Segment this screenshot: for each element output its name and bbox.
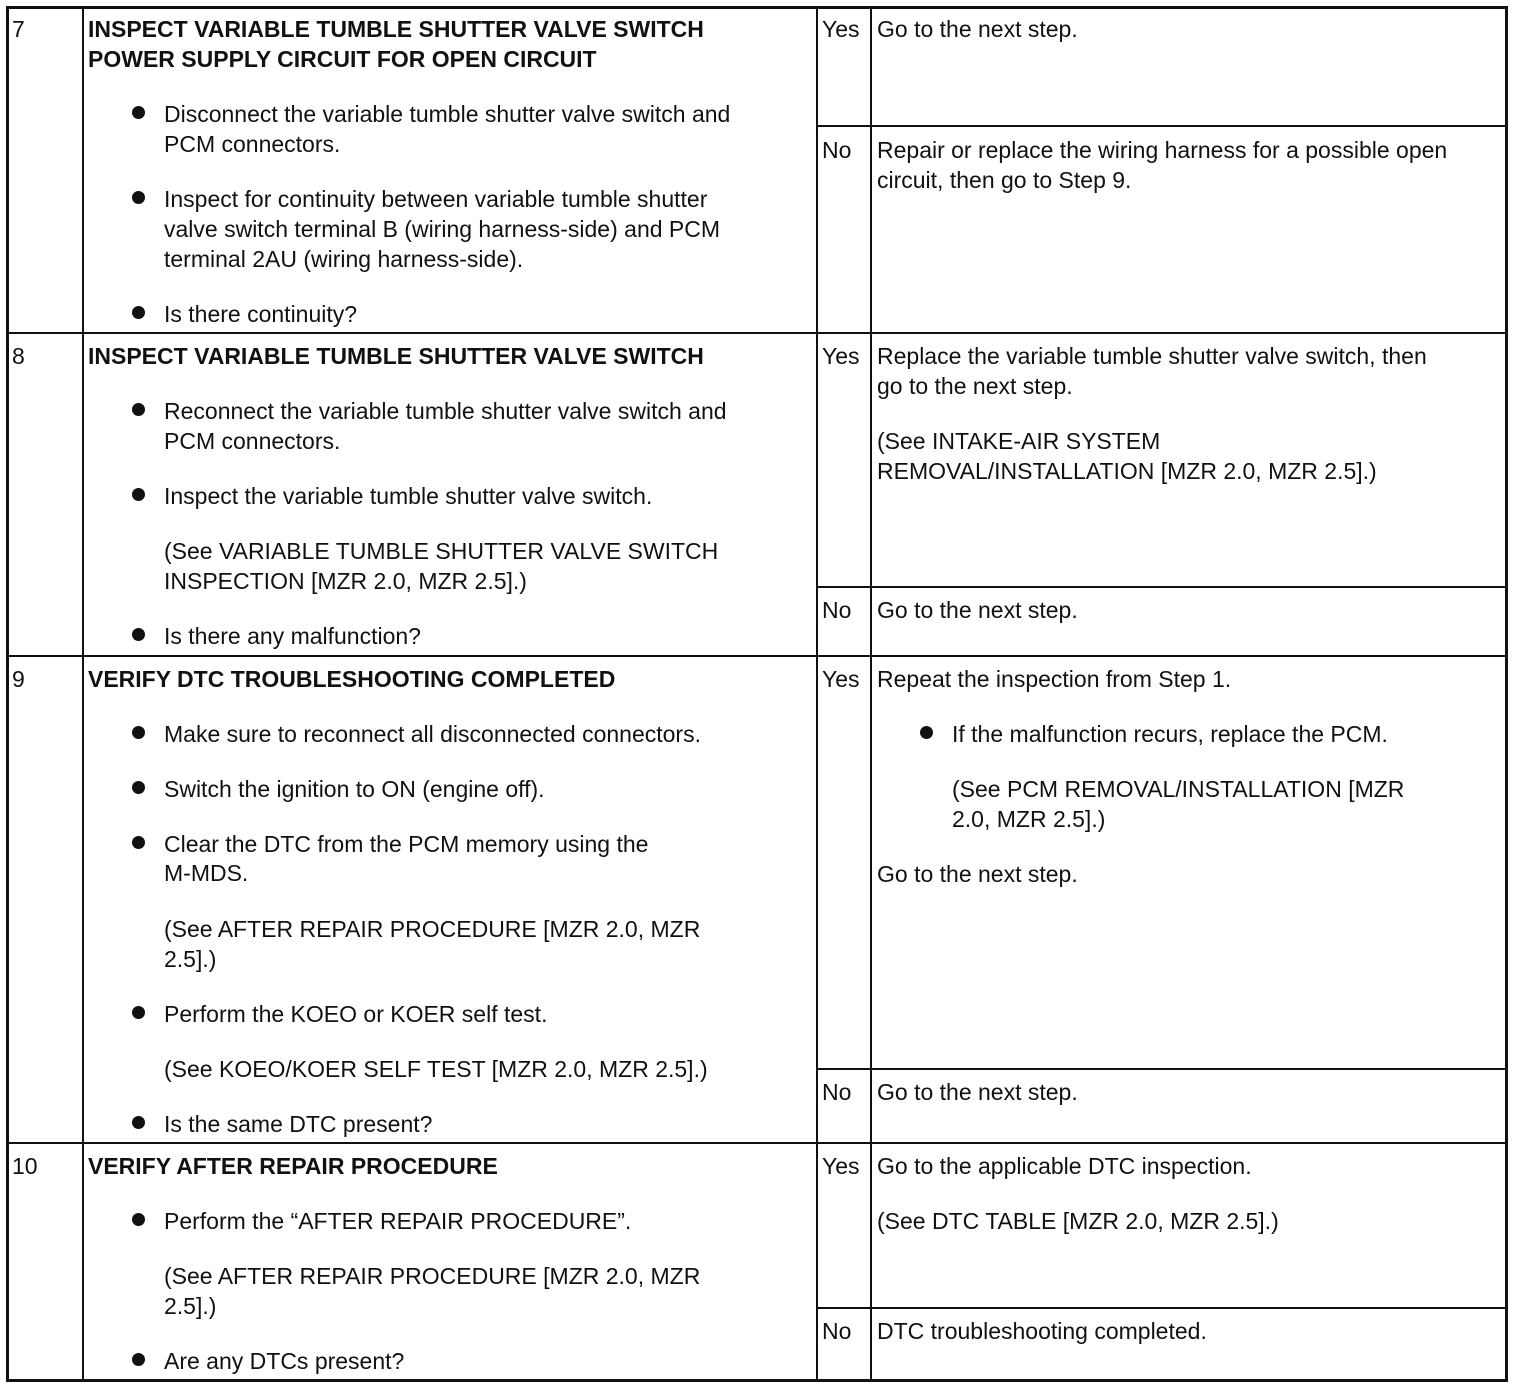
no-result: Go to the next step. [877, 1079, 1078, 1105]
bullet-icon [132, 1213, 145, 1226]
step-title: VERIFY AFTER REPAIR PROCEDURE [88, 1153, 498, 1179]
no-result: circuit, then go to Step 9. [877, 167, 1132, 193]
bullet-icon [132, 1116, 145, 1129]
yes-result: Repeat the inspection from Step 1. [877, 666, 1232, 692]
bullet-icon [132, 106, 145, 119]
no-result: Repair or replace the wiring harness for a possible open [877, 137, 1448, 163]
yes-reference: 2.0, MZR 2.5].) [952, 806, 1106, 832]
step-number: 10 [12, 1153, 38, 1179]
yes-reference: (See PCM REMOVAL/INSTALLATION [MZR [952, 776, 1405, 802]
bullet-icon [132, 726, 145, 739]
yes-label: Yes [822, 343, 860, 369]
step-title: VERIFY DTC TROUBLESHOOTING COMPLETED [88, 666, 616, 692]
action-question: Is the same DTC present? [164, 1111, 433, 1137]
bullet-icon [132, 628, 145, 641]
no-result: Go to the next step. [877, 597, 1078, 623]
action-text: Clear the DTC from the PCM memory using the [164, 831, 649, 857]
yes-bullet-text: If the malfunction recurs, replace the PCM. [952, 721, 1388, 747]
action-text: M-MDS. [164, 860, 249, 886]
reference-text: (See AFTER REPAIR PROCEDURE [MZR 2.0, MZR [164, 916, 701, 942]
action-text: Inspect the variable tumble shutter valve switch. [164, 483, 653, 509]
action-question: Are any DTCs present? [164, 1348, 405, 1374]
yes-no-divider [816, 1068, 1508, 1070]
action-text: PCM connectors. [164, 131, 341, 157]
no-label: No [822, 137, 852, 163]
yes-result: Go to the applicable DTC inspection. [877, 1153, 1252, 1179]
step-number: 8 [12, 343, 25, 369]
bullet-icon [132, 781, 145, 794]
yes-result: Go to the next step. [877, 861, 1078, 887]
action-text: Reconnect the variable tumble shutter valve switch and [164, 398, 727, 424]
bullet-icon [132, 1353, 145, 1366]
step-number: 7 [12, 16, 25, 42]
step-number: 9 [12, 666, 25, 692]
no-label: No [822, 1079, 852, 1105]
action-question: Is there any malfunction? [164, 623, 421, 649]
yes-label: Yes [822, 1153, 860, 1179]
yes-result: Go to the next step. [877, 16, 1078, 42]
yes-no-divider [816, 586, 1508, 588]
reference-text: 2.5].) [164, 946, 217, 972]
yes-label: Yes [822, 666, 860, 692]
step-title: INSPECT VARIABLE TUMBLE SHUTTER VALVE SWITCH [88, 16, 704, 42]
reference-text: 2.5].) [164, 1293, 217, 1319]
step-title: INSPECT VARIABLE TUMBLE SHUTTER VALVE SWITCH [88, 343, 704, 369]
bullet-icon [132, 191, 145, 204]
bullet-icon [132, 1006, 145, 1019]
yes-reference: REMOVAL/INSTALLATION [MZR 2.0, MZR 2.5].) [877, 458, 1377, 484]
step-title: POWER SUPPLY CIRCUIT FOR OPEN CIRCUIT [88, 46, 597, 72]
action-text: Inspect for continuity between variable tumble shutter [164, 186, 708, 212]
column-divider [870, 6, 872, 1382]
yes-result: go to the next step. [877, 373, 1073, 399]
action-text: Make sure to reconnect all disconnected connectors. [164, 721, 701, 747]
bullet-icon [132, 488, 145, 501]
reference-text: (See KOEO/KOER SELF TEST [MZR 2.0, MZR 2.5].) [164, 1056, 708, 1082]
yes-label: Yes [822, 16, 860, 42]
reference-text: (See VARIABLE TUMBLE SHUTTER VALVE SWITCH [164, 538, 719, 564]
row-divider [6, 1142, 1508, 1144]
yes-result: Replace the variable tumble shutter valve switch, then [877, 343, 1427, 369]
action-text: Disconnect the variable tumble shutter valve switch and [164, 101, 731, 127]
no-label: No [822, 1318, 852, 1344]
yes-reference: (See DTC TABLE [MZR 2.0, MZR 2.5].) [877, 1208, 1279, 1234]
reference-text: (See AFTER REPAIR PROCEDURE [MZR 2.0, MZR [164, 1263, 701, 1289]
no-result: DTC troubleshooting completed. [877, 1318, 1207, 1344]
row-divider [6, 332, 1508, 334]
column-divider [816, 6, 818, 1382]
yes-no-divider [816, 125, 1508, 127]
yes-no-divider [816, 1307, 1508, 1309]
action-text: terminal 2AU (wiring harness-side). [164, 246, 524, 272]
bullet-icon [132, 403, 145, 416]
row-divider [6, 655, 1508, 657]
action-text: Perform the “AFTER REPAIR PROCEDURE”. [164, 1208, 632, 1234]
action-text: Perform the KOEO or KOER self test. [164, 1001, 548, 1027]
bullet-icon [920, 726, 933, 739]
action-question: Is there continuity? [164, 301, 358, 327]
bullet-icon [132, 836, 145, 849]
bullet-icon [132, 306, 145, 319]
yes-reference: (See INTAKE-AIR SYSTEM [877, 428, 1161, 454]
reference-text: INSPECTION [MZR 2.0, MZR 2.5].) [164, 568, 527, 594]
no-label: No [822, 597, 852, 623]
action-text: Switch the ignition to ON (engine off). [164, 776, 545, 802]
action-text: valve switch terminal B (wiring harness-side) and PCM [164, 216, 721, 242]
column-divider [82, 6, 84, 1382]
action-text: PCM connectors. [164, 428, 341, 454]
